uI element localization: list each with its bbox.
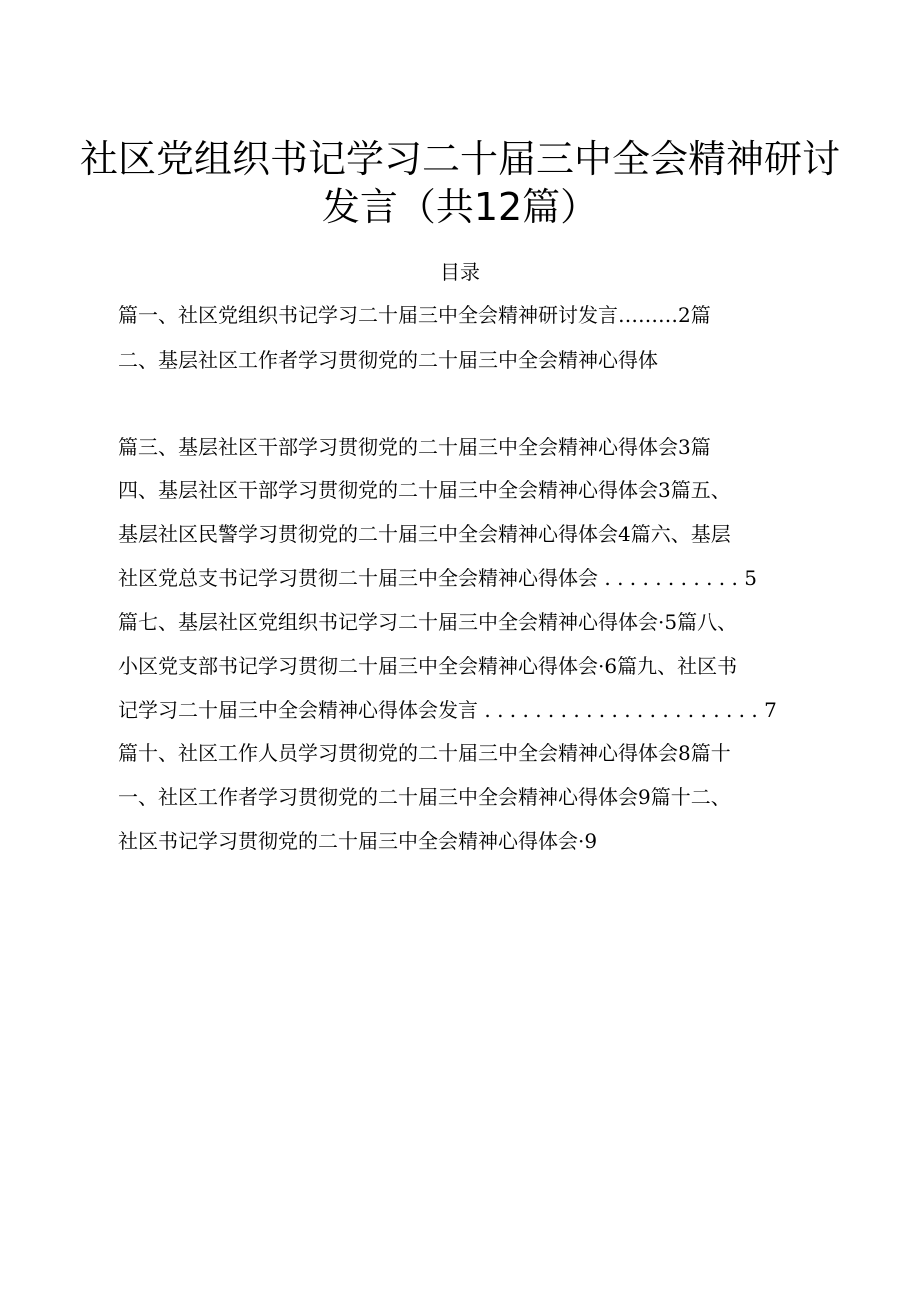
toc-line[interactable]: 社区党总支书记学习贯彻二十届三中全会精神心得体会 . . . . . . . . . . . 5 <box>118 566 757 590</box>
toc-line[interactable]: 篇一、社区党组织书记学习二十届三中全会精神研讨发言………2篇 <box>118 303 711 327</box>
toc-line[interactable]: 社区书记学习贯彻党的二十届三中全会精神心得体会·9 <box>118 829 598 853</box>
toc-heading: 目录 <box>440 260 480 284</box>
toc-line[interactable]: 基层社区民警学习贯彻党的二十届三中全会精神心得体会4篇六、基层 <box>118 522 731 546</box>
toc-line[interactable]: 二、基层社区工作者学习贯彻党的二十届三中全会精神心得体 <box>118 348 658 372</box>
toc-line[interactable]: 小区党支部书记学习贯彻二十届三中全会精神心得体会·6篇九、社区书 <box>118 654 738 678</box>
toc-line[interactable]: 篇十、社区工作人员学习贯彻党的二十届三中全会精神心得体会8篇十 <box>118 741 731 765</box>
toc-line[interactable]: 一、社区工作者学习贯彻党的二十届三中全会精神心得体会9篇十二、 <box>118 785 731 809</box>
toc-line[interactable]: 篇七、基层社区党组织书记学习二十届三中全会精神心得体会·5篇八、 <box>118 610 738 634</box>
toc-line[interactable]: 四、基层社区干部学习贯彻党的二十届三中全会精神心得体会3篇五、 <box>118 478 731 502</box>
toc-line[interactable]: 记学习二十届三中全会精神心得体会发言 . . . . . . . . . . . . . . . . . . . . . . 7 <box>118 698 777 722</box>
toc-line[interactable]: 篇三、基层社区干部学习贯彻党的二十届三中全会精神心得体会3篇 <box>118 435 711 459</box>
document-title-line-2: 发言（共12篇） <box>321 185 599 229</box>
document-title-line-1: 社区党组织书记学习二十届三中全会精神研讨 <box>79 137 840 181</box>
